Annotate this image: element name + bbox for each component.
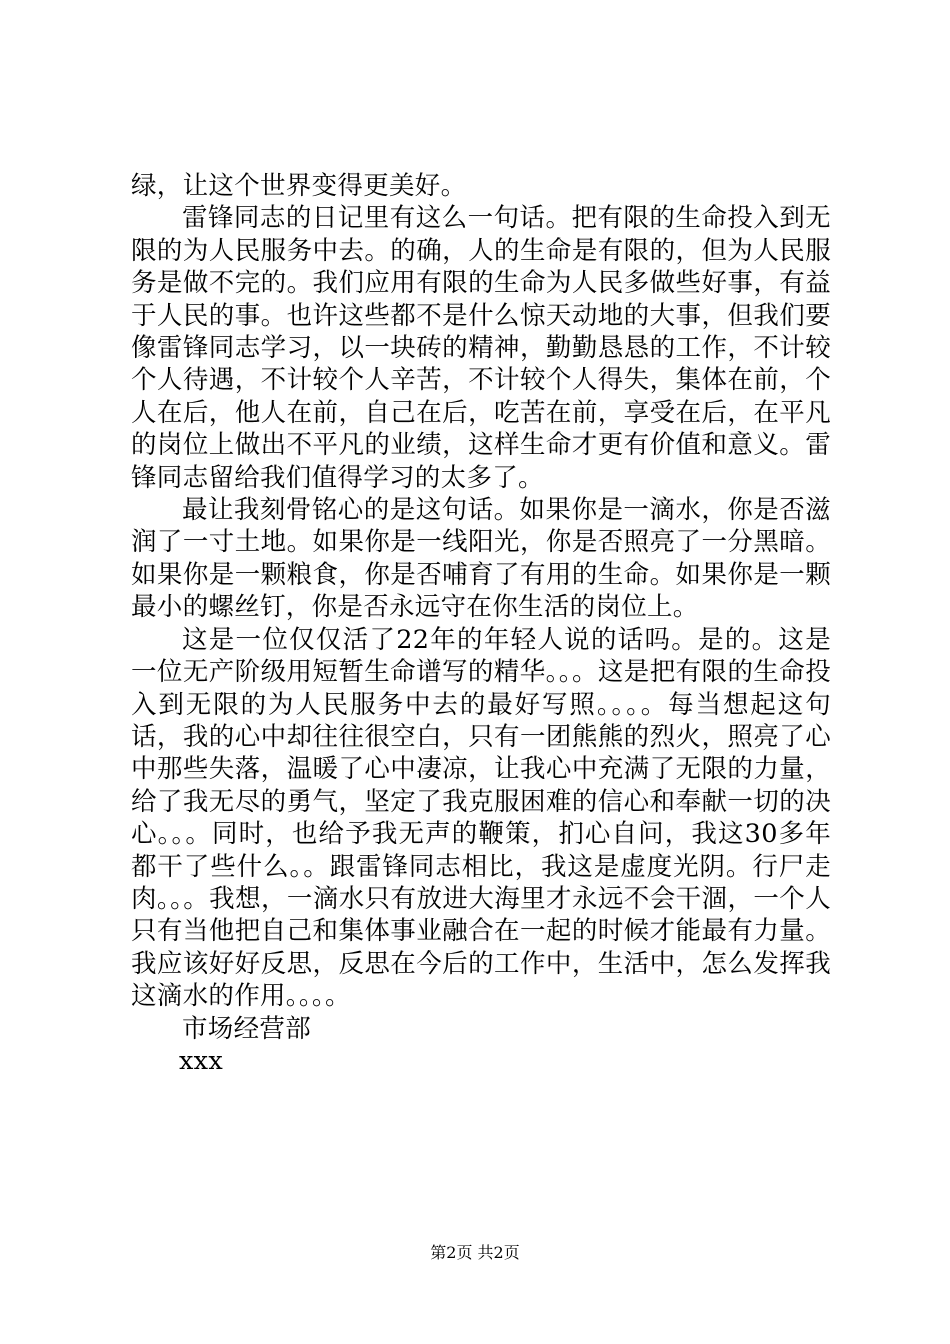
paragraph-lei-feng-diary: 雷锋同志的日记里有这么一句话。把有限的生命投入到无限的为人民服务中去。的确，人的生命是有限的，但为人民服务是做不完的。我们应用有限的生命为人民多做些好事，有益于人民的事。也许这些都不是什么惊天动地的大事，但我们要像雷锋同志学习，以一块砖的精神，勤勤恳恳的工作，不计较个人待遇，不计较个人辛苦，不计较个人得失，集体在前，个人在后，他人在前，自己在后，吃苦在前，享受在后，在平凡的岗位上做出不平凡的业绩，这样生命才更有价值和意义。雷锋同志留给我们值得学习的太多了。 [131,203,831,493]
paragraph-water-drop: 最让我刻骨铭心的是这句话。如果你是一滴水，你是否滋润了一寸土地。如果你是一线阳光，你是否照亮了一分黑暗。如果你是一颗粮食，你是否哺育了有用的生命。如果你是一颗最小的螺丝钉，你是否永远守在你生活的岗位上。 [131,495,831,623]
paragraph-reflection: 这是一位仅仅活了22年的年轻人说的话吗。是的。这是一位无产阶级用短暂生命谱写的精华。。。这是把有限的生命投入到无限的为人民服务中去的最好写照。。。。每当想起这句话，我的心中却往往很空白，只有一团熊熊的烈火，照亮了心中那些失落，温暖了心中凄凉，让我心中充满了无限的力量，给了我无尽的勇气，坚定了我克服困难的信心和奉献一切的决心。。。同时，也给予我无声的鞭策，扪心自问，我这30多年都干了些什么。。跟雷锋同志相比，我这是虚度光阴。行尸走肉。。。我想，一滴水只有放进大海里才永远不会干涸，一个人只有当他把自己和集体事业融合在一起的时候才能最有力量。我应该好好反思，反思在今后的工作中，生活中，怎么发挥我这滴水的作用。。。。 [131,624,831,1012]
signature-name: xxx [179,1045,224,1076]
paragraph-continuation: 绿，让这个世界变得更美好。 [131,171,467,201]
page-footer [0,1243,950,1263]
page-indicator: 第2页 共2页 [430,1243,520,1262]
document-body [131,170,831,1077]
signature-department: 市场经营部 [182,1013,312,1044]
